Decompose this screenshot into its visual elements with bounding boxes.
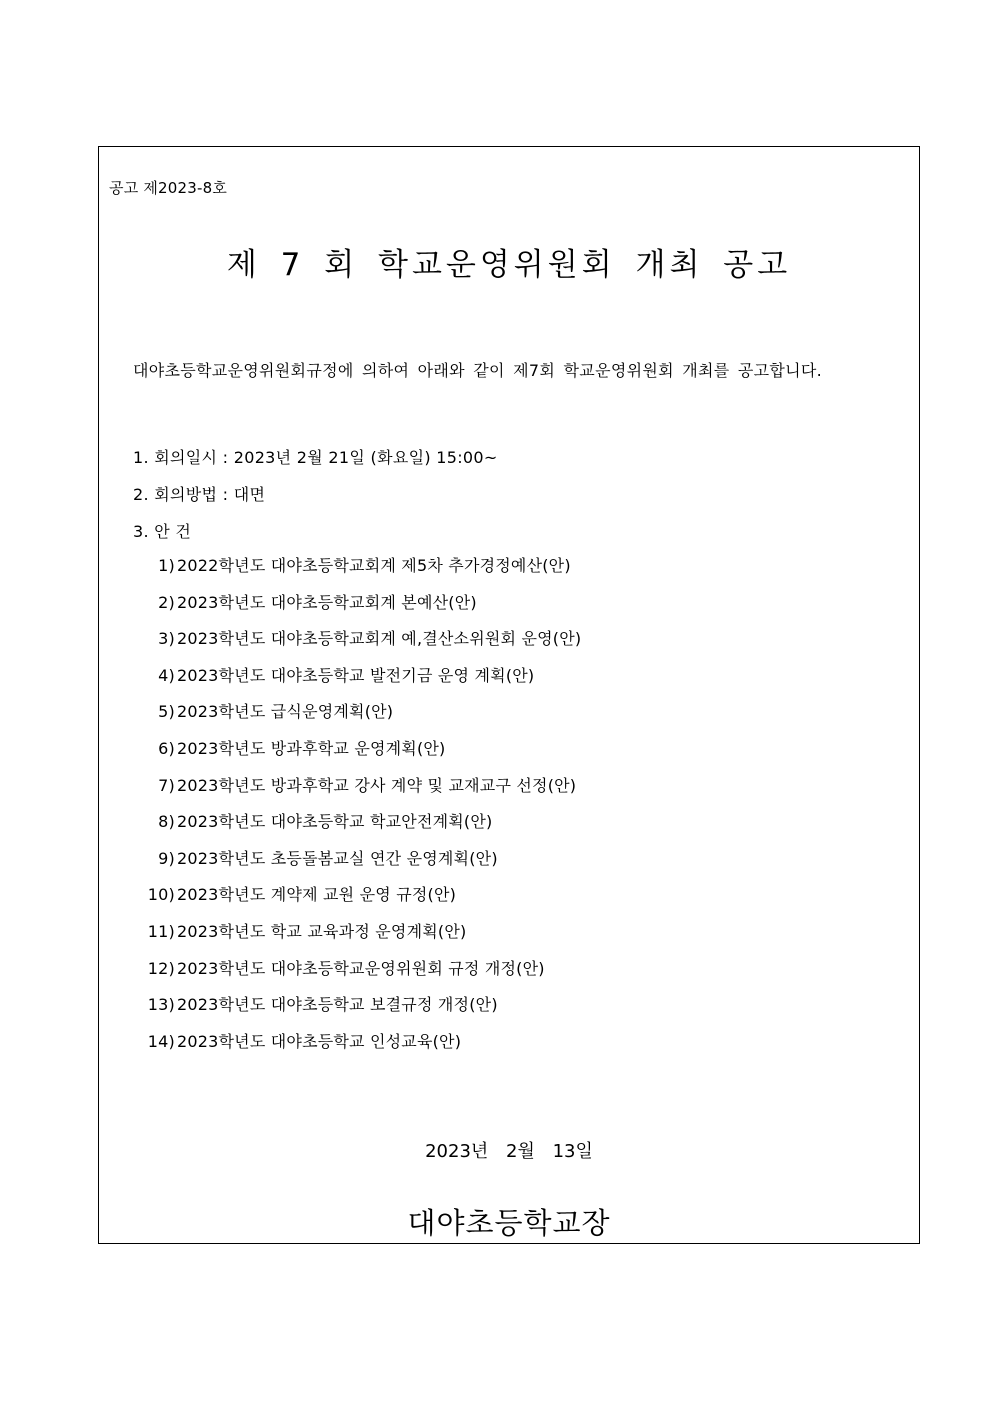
- list-item: [139, 882, 581, 919]
- agenda-list: [139, 553, 581, 1065]
- list-item: [139, 992, 581, 1029]
- list-item: [139, 956, 581, 993]
- agenda-number: 10): [147, 885, 175, 905]
- list-item: [139, 736, 581, 773]
- agenda-number: 6): [158, 738, 175, 758]
- agenda-number: 9): [158, 848, 175, 868]
- agenda-number: 12): [147, 958, 175, 978]
- agenda-number: 2): [158, 592, 175, 612]
- agenda-text: 2023학년도 대야초등학교회계 예,결산소위원회 운영(안): [177, 629, 582, 649]
- agenda-number: 11): [147, 921, 175, 941]
- list-item: [139, 663, 581, 700]
- agenda-text: 2023학년도 대야초등학교회계 본예산(안): [177, 592, 477, 612]
- agenda-number: 4): [158, 665, 175, 685]
- agenda-text: 2023학년도 계약제 교원 운영 규정(안): [177, 885, 457, 905]
- agenda-heading: 3. 안 건: [133, 522, 192, 541]
- notice-date: 2023년 2월 13일: [425, 1141, 593, 1162]
- agenda-number: 8): [158, 812, 175, 832]
- list-item: [139, 626, 581, 663]
- agenda-number: 14): [147, 1031, 175, 1051]
- agenda-text: 2023학년도 대야초등학교 보결규정 개정(안): [177, 995, 498, 1015]
- notice-frame: [98, 146, 920, 1244]
- agenda-number: 5): [158, 702, 175, 722]
- list-item: [139, 919, 581, 956]
- agenda-number: 7): [158, 775, 175, 795]
- agenda-number: 1): [158, 556, 175, 575]
- list-item: [139, 773, 581, 810]
- page-title: 제 7 회 학교운영위원회 개최 공고: [226, 247, 792, 283]
- agenda-text: 2023학년도 방과후학교 운영계획(안): [177, 738, 446, 758]
- agenda-text: 2023학년도 방과후학교 강사 계약 및 교재교구 선정(안): [177, 775, 577, 795]
- notice-number: 공고 제2023-8호: [109, 179, 228, 197]
- list-item: [139, 846, 581, 883]
- meeting-method: 2. 회의방법 : 대면: [133, 485, 266, 504]
- list-item: [139, 1029, 581, 1066]
- agenda-text: 2022학년도 대야초등학교회계 제5차 추가경정예산(안): [177, 556, 571, 575]
- agenda-number: 13): [147, 995, 175, 1015]
- list-item: [139, 553, 581, 590]
- meeting-datetime: 1. 회의일시 : 2023년 2월 21일 (화요일) 15:00~: [133, 448, 498, 467]
- agenda-text: 2023학년도 대야초등학교 발전기금 운영 계획(안): [177, 665, 535, 685]
- list-item: [139, 590, 581, 627]
- signature: 대야초등학교장: [407, 1206, 611, 1240]
- agenda-text: 2023학년도 초등돌봄교실 연간 운영계획(안): [177, 848, 498, 868]
- intro-paragraph: 대야초등학교운영위원회규정에 의하여 아래와 같이 제7회 학교운영위원회 개최를 공고합니다.: [133, 361, 823, 380]
- agenda-text: 2023학년도 대야초등학교운영위원회 규정 개정(안): [177, 958, 545, 978]
- agenda-number: 3): [158, 629, 175, 649]
- agenda-text: 2023학년도 급식운영계획(안): [177, 702, 394, 722]
- agenda-text: 2023학년도 학교 교육과정 운영계획(안): [177, 921, 467, 941]
- agenda-text: 2023학년도 대야초등학교 인성교육(안): [177, 1031, 462, 1051]
- agenda-text: 2023학년도 대야초등학교 학교안전계획(안): [177, 812, 493, 832]
- list-item: [139, 809, 581, 846]
- list-item: [139, 699, 581, 736]
